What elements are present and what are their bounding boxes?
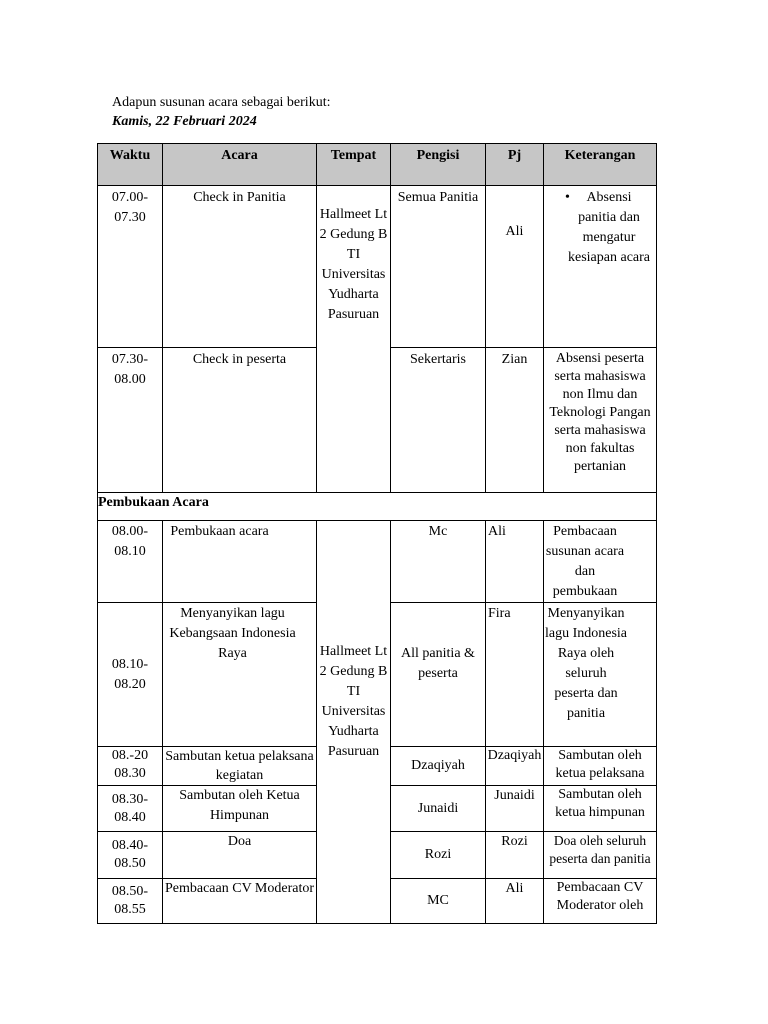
cell-acara: Check in Panitia [163, 186, 317, 348]
header-pj: Pj [486, 144, 544, 186]
cell-pengisi: Junaidi [391, 786, 486, 832]
cell-tempat: Hallmeet Lt 2 Gedung B TI Universitas Yudharta Pasuruan [317, 186, 391, 493]
section-title: Pembukaan Acara [98, 493, 657, 521]
cell-pengisi: Mc [391, 521, 486, 603]
cell-pengisi: All panitia & peserta [391, 603, 486, 747]
header-tempat: Tempat [317, 144, 391, 186]
cell-pj: Ali [486, 521, 544, 603]
cell-waktu: 08.40- 08.50 [98, 832, 163, 879]
cell-pj: Ali [486, 186, 544, 348]
cell-keterangan: Doa oleh seluruh peserta dan panitia [544, 832, 657, 879]
header-acara: Acara [163, 144, 317, 186]
schedule-table [97, 143, 657, 924]
cell-acara: Check in peserta [163, 348, 317, 493]
cell-keterangan: Absensi peserta serta mahasiswa non Ilmu dan Teknologi Pangan serta mahasiswa non fakultas pertanian [544, 348, 657, 493]
cell-pengisi: Rozi [391, 832, 486, 879]
cell-keterangan: Menyanyikan lagu Indonesia Raya oleh seluruh peserta dan panitia [544, 603, 657, 747]
cell-keterangan: Sambutan oleh ketua himpunan [544, 786, 657, 832]
cell-keterangan [544, 186, 657, 348]
header-pengisi: Pengisi [391, 144, 486, 186]
cell-acara: Menyanyikan lagu Kebangsaan Indonesia Raya [163, 603, 317, 747]
cell-tempat: Hallmeet Lt 2 Gedung B TI Universitas Yudharta Pasuruan [317, 521, 391, 924]
cell-waktu: 08.00- 08.10 [98, 521, 163, 603]
cell-waktu: 07.30- 08.00 [98, 348, 163, 493]
cell-keterangan: Sambutan oleh ketua pelaksana [544, 747, 657, 786]
cell-acara: Pembacaan CV Moderator [163, 879, 317, 924]
cell-waktu: 08.-20 08.30 [98, 747, 163, 786]
cell-keterangan: Pembacaan susunan acara dan pembukaan [544, 521, 657, 603]
cell-waktu: 08.10- 08.20 [98, 603, 163, 747]
cell-waktu: 08.30- 08.40 [98, 786, 163, 832]
bullet-item: • Absensi panitia dan mengatur kesiapan acara [544, 188, 656, 268]
cell-pj: Rozi [486, 832, 544, 879]
cell-acara: Sambutan ketua pelaksana kegiatan [163, 747, 317, 786]
table-row [98, 521, 657, 603]
cell-acara: Pembukaan acara [163, 521, 317, 603]
intro-text: Adapun susunan acara sebagai berikut: [112, 95, 331, 110]
table-row [98, 186, 657, 348]
cell-acara: Doa [163, 832, 317, 879]
cell-waktu: 07.00- 07.30 [98, 186, 163, 348]
cell-waktu: 08.50- 08.55 [98, 879, 163, 924]
cell-pengisi: Semua Panitia [391, 186, 486, 348]
cell-pj: Zian [486, 348, 544, 493]
keterangan-bullets [544, 188, 656, 268]
section-row [98, 493, 657, 521]
intro-block [112, 93, 330, 131]
cell-pengisi: Sekertaris [391, 348, 486, 493]
cell-pengisi: MC [391, 879, 486, 924]
header-waktu: Waktu [98, 144, 163, 186]
table-header-row [98, 144, 657, 186]
event-date: Kamis, 22 Februari 2024 [112, 114, 257, 129]
header-keterangan: Keterangan [544, 144, 657, 186]
cell-pj: Junaidi [486, 786, 544, 832]
cell-pj: Fira [486, 603, 544, 747]
cell-pengisi: Dzaqiyah [391, 747, 486, 786]
cell-pj: Ali [486, 879, 544, 924]
cell-keterangan: Pembacaan CV Moderator oleh [544, 879, 657, 924]
cell-acara: Sambutan oleh Ketua Himpunan [163, 786, 317, 832]
cell-pj: Dzaqiyah [486, 747, 544, 786]
